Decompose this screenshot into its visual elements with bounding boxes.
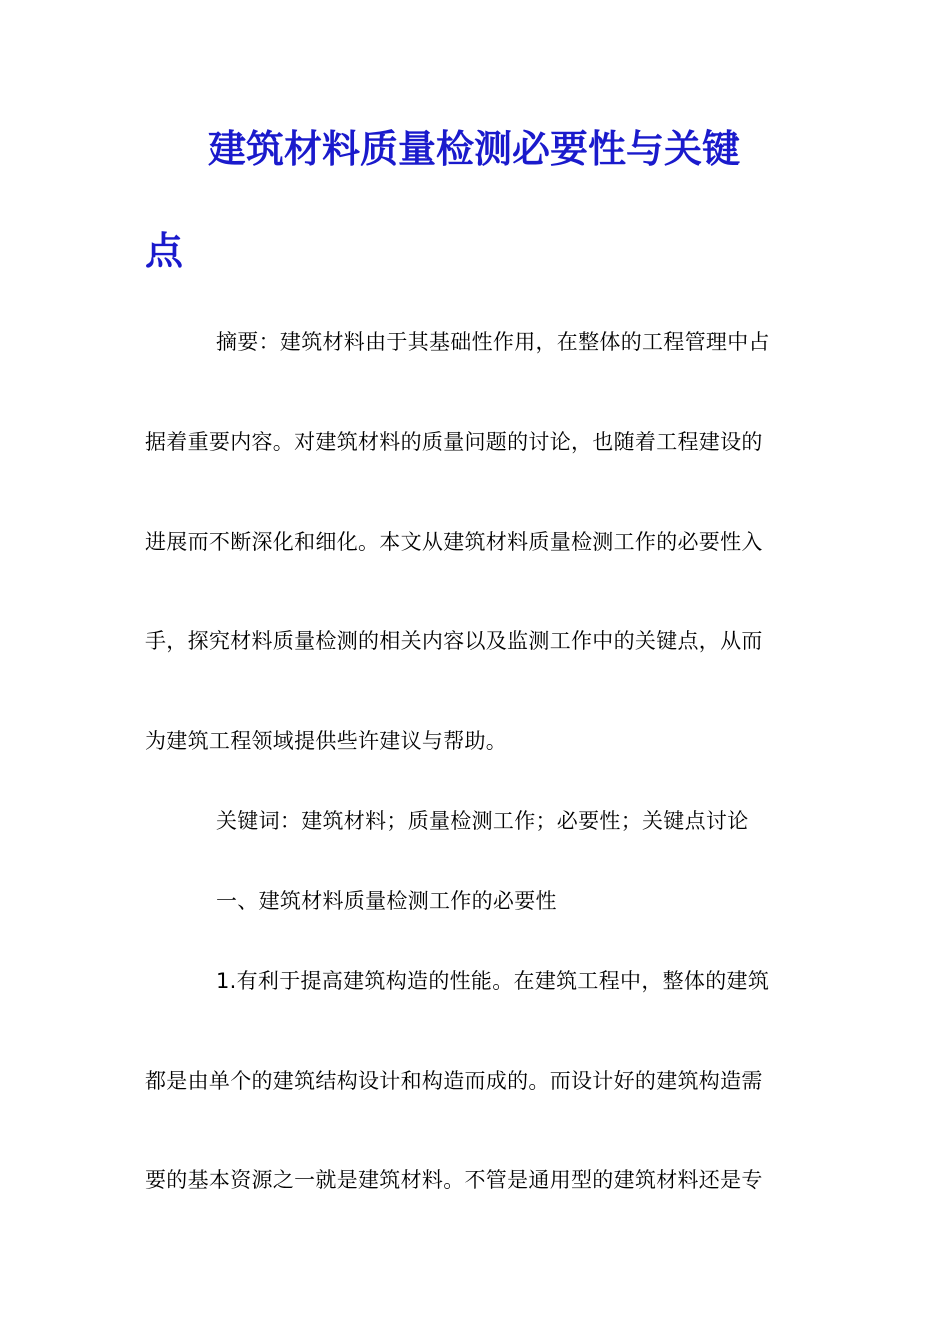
- abstract-line-2: 据着重要内容。对建筑材料的质量问题的讨论，也随着工程建设的: [145, 430, 763, 454]
- section-heading: 一、建筑材料质量检测工作的必要性: [216, 889, 557, 913]
- abstract-line-1: 摘要：建筑材料由于其基础性作用，在整体的工程管理中占: [216, 330, 770, 354]
- paragraph-line-1: 1.有利于提高建筑构造的性能。在建筑工程中，整体的建筑: [216, 969, 770, 993]
- paragraph-line-3: 要的基本资源之一就是建筑材料。不管是通用型的建筑材料还是专: [145, 1168, 763, 1192]
- document-title-line-2: 点: [145, 228, 184, 273]
- abstract-line-4: 手，探究材料质量检测的相关内容以及监测工作中的关键点，从而: [145, 629, 763, 653]
- abstract-line-5: 为建筑工程领域提供些许建议与帮助。: [145, 729, 508, 753]
- document-title-line-1: 建筑材料质量检测必要性与关键: [208, 126, 741, 171]
- abstract-line-3: 进展而不断深化和细化。本文从建筑材料质量检测工作的必要性入: [145, 530, 763, 554]
- paragraph-line-2: 都是由单个的建筑结构设计和构造而成的。而设计好的建筑构造需: [145, 1069, 763, 1093]
- keywords-line: 关键词：建筑材料；质量检测工作；必要性；关键点讨论: [216, 809, 749, 833]
